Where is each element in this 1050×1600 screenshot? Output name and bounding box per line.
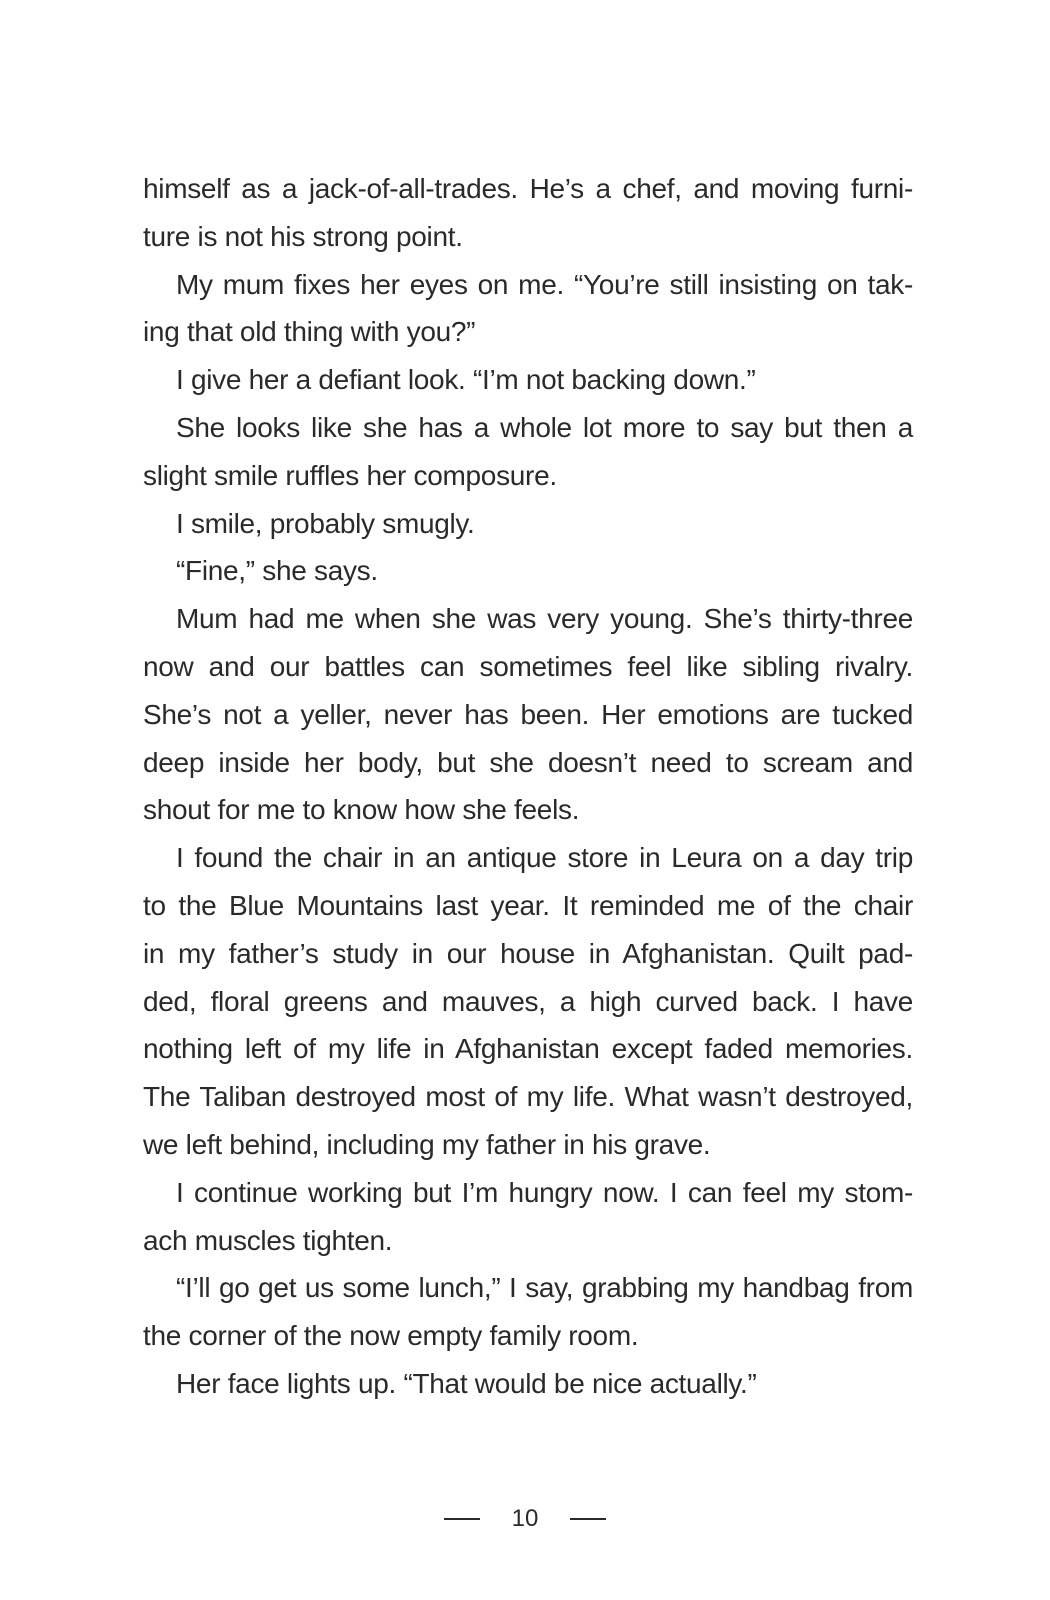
text-line: the corner of the now empty family room. <box>143 1320 639 1352</box>
text-line: ded, floral greens and mauves, a high curved back. I have <box>143 985 913 1017</box>
text-line: slight smile ruffles her composure. <box>143 459 557 491</box>
text-line: shout for me to know how she feels. <box>143 794 580 826</box>
text-line: now and our battles can sometimes feel like sibling rivalry. <box>143 650 913 682</box>
text-line: himself as a jack-of-all-trades. He’s a chef, and moving furni- <box>143 173 913 204</box>
folio-rule-left <box>444 1518 480 1520</box>
text-line: I smile, probably smugly. <box>176 507 475 539</box>
text-line: nothing left of my life in Afghanistan except faded memories. <box>143 1033 913 1065</box>
text-line: I continue working but I’m hungry now. I can feel my stom- <box>176 1176 913 1208</box>
text-line: in my father’s study in our house in Afghanistan. Quilt pad- <box>143 937 913 969</box>
body-text <box>143 165 913 1408</box>
text-line: ach muscles tighten. <box>143 1224 393 1256</box>
text-line: “I’ll go get us some lunch,” I say, grabbing my handbag from <box>176 1272 913 1304</box>
folio-rule-right <box>570 1518 606 1520</box>
text-line: to the Blue Mountains last year. It reminded me of the chair <box>143 889 913 921</box>
text-line: deep inside her body, but she doesn’t need to scream and <box>143 746 913 778</box>
text-line: The Taliban destroyed most of my life. What wasn’t destroyed, <box>143 1081 913 1113</box>
text-line: ture is not his strong point. <box>143 220 463 252</box>
text-line: Mum had me when she was very young. She’s thirty-three <box>176 603 913 635</box>
text-line: I found the chair in an antique store in Leura on a day trip <box>176 842 913 874</box>
text-line: She’s not a yeller, never has been. Her emotions are tucked <box>143 698 913 730</box>
text-line: Her face lights up. “That would be nice actually.” <box>176 1367 757 1399</box>
text-line: ing that old thing with you?” <box>143 316 476 348</box>
text-line: I give her a defiant look. “I’m not backing down.” <box>176 364 756 396</box>
text-line: My mum fixes her eyes on me. “You’re still insisting on tak- <box>176 268 913 300</box>
text-line: She looks like she has a whole lot more to say but then a <box>176 411 913 443</box>
page-number: 10 <box>511 1505 539 1532</box>
text-line: “Fine,” she says. <box>176 555 378 587</box>
text-line: we left behind, including my father in his grave. <box>143 1128 711 1160</box>
page-footer <box>0 1505 1050 1533</box>
